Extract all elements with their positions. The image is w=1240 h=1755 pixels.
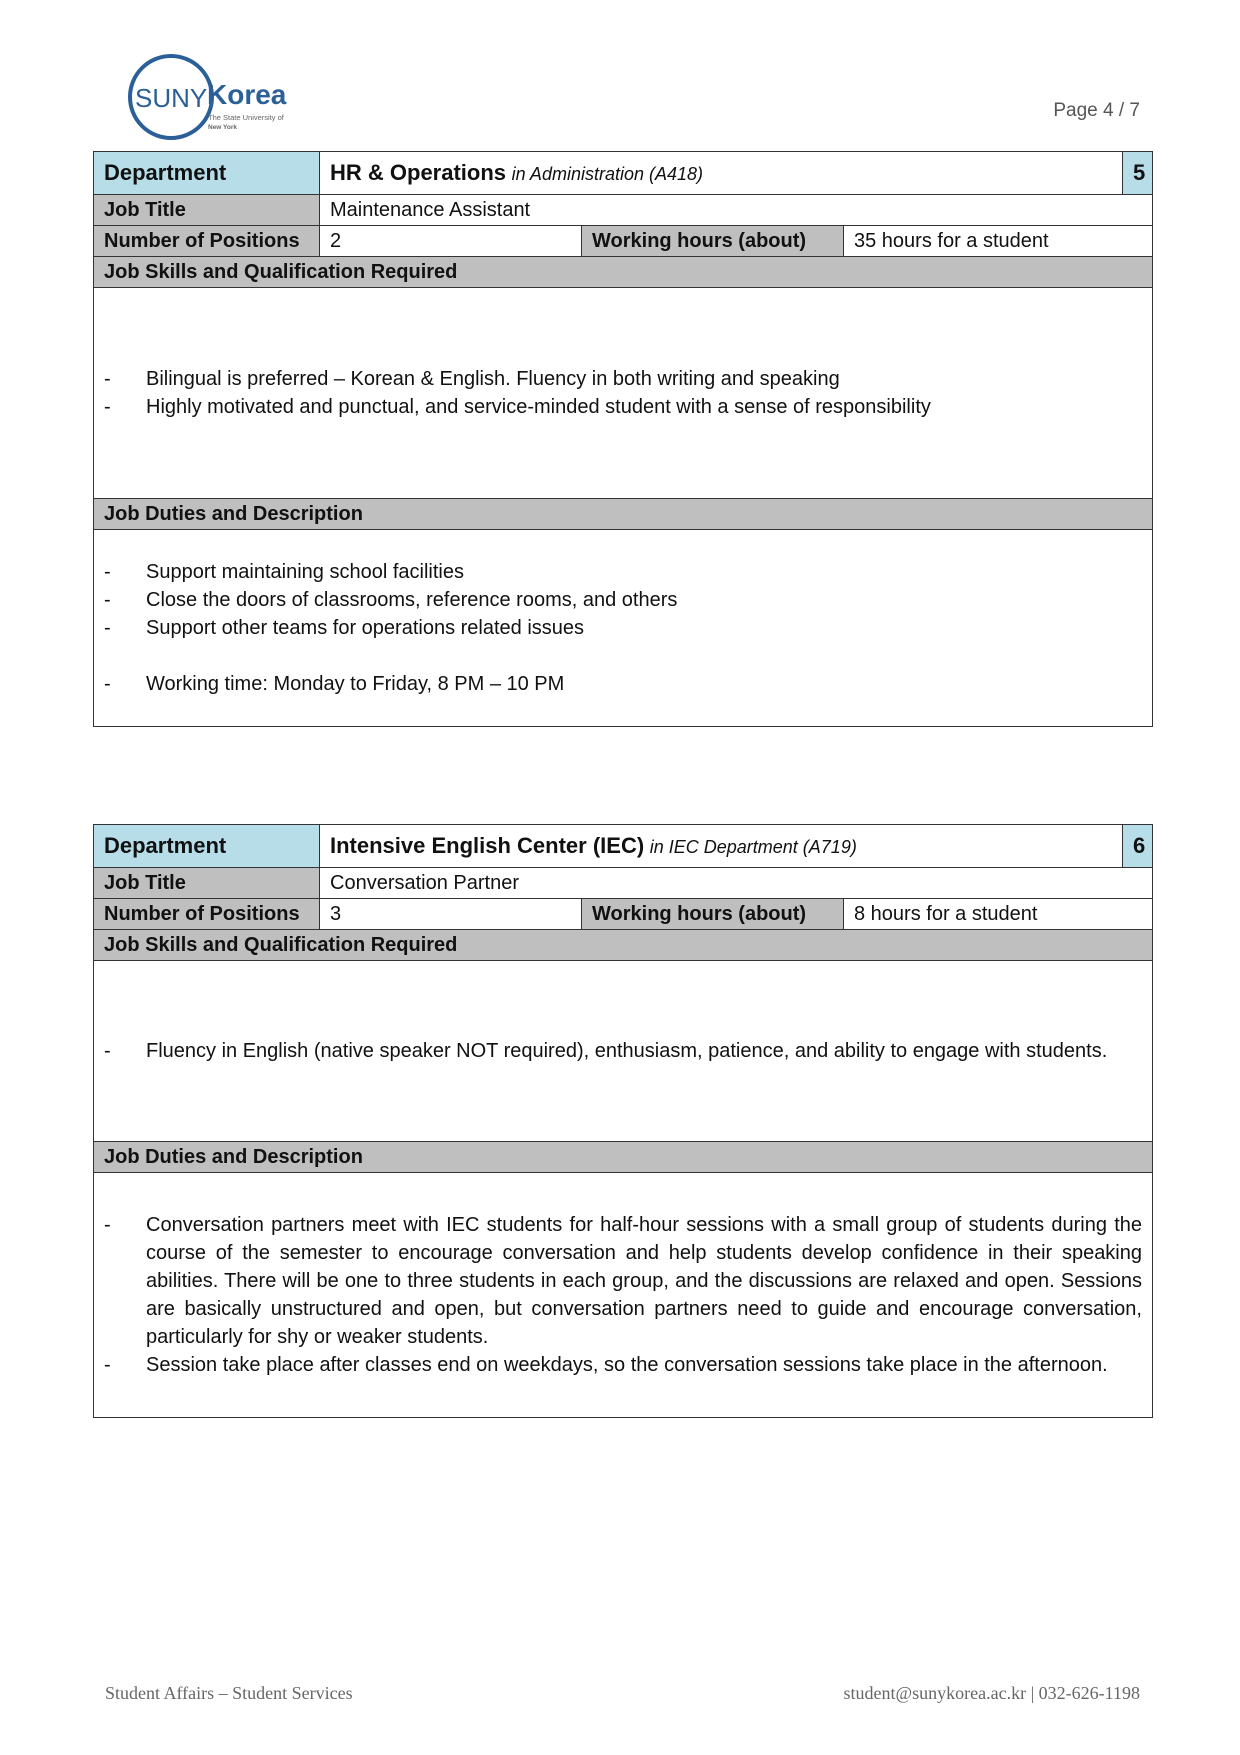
job-number: 6	[1123, 825, 1153, 868]
skills-item: - Highly motivated and punctual, and service-minded student with a sense of responsibility	[104, 393, 1142, 421]
duties-list	[104, 1211, 1142, 1379]
duties-content-row	[94, 1173, 1153, 1418]
job-table-5	[93, 151, 1153, 727]
department-sub: in Administration (A418)	[511, 163, 704, 184]
department-sub: in IEC Department (A719)	[649, 836, 857, 857]
positions-value: 2	[320, 226, 582, 257]
duties-item: - Conversation partners meet with IEC students for half-hour sessions with a small group of students during the course of the semester to encourage conversation and help students develop confidence in their speaking abilities. There will be one to three students in each group, and the discussions are relaxed and open. Sessions are basically unstructured and open, but conversation partners need to guide and encourage conversation, particularly for shy or weaker students.	[104, 1211, 1142, 1351]
skills-list	[104, 1037, 1142, 1065]
department-row	[94, 825, 1153, 868]
department-name: Intensive English Center (IEC)	[330, 832, 645, 858]
skills-content-row	[94, 961, 1153, 1142]
department-label: Department	[94, 825, 320, 868]
job-title-value: Conversation Partner	[320, 868, 1153, 899]
duties-item: - Session take place after classes end on weekdays, so the conversation sessions take place in the afternoon.	[104, 1351, 1142, 1379]
suny-korea-logo	[125, 52, 305, 142]
skills-header: Job Skills and Qualification Required	[94, 930, 1153, 961]
positions-label: Number of Positions	[94, 226, 320, 257]
job-title-label: Job Title	[94, 195, 320, 226]
job-table-6	[93, 824, 1153, 1418]
duties-header: Job Duties and Description	[94, 499, 1153, 530]
logo-sub2-text: New York	[208, 124, 238, 131]
skills-list	[104, 365, 1142, 421]
skills-header-row	[94, 257, 1153, 288]
skills-content	[94, 288, 1153, 499]
duties-header-row	[94, 499, 1153, 530]
positions-row	[94, 899, 1153, 930]
duties-header-row	[94, 1142, 1153, 1173]
skills-content-row	[94, 288, 1153, 499]
skills-item: - Bilingual is preferred – Korean & English. Fluency in both writing and speaking	[104, 365, 1142, 393]
page-number: Page 4 / 7	[1053, 100, 1140, 121]
job-title-row	[94, 195, 1153, 226]
footer-contact: student@sunykorea.ac.kr | 032-626-1198	[843, 1683, 1140, 1703]
duties-content	[94, 530, 1153, 727]
skills-content	[94, 961, 1153, 1142]
department-row	[94, 152, 1153, 195]
job-title-label: Job Title	[94, 868, 320, 899]
duties-item: - Support maintaining school facilities	[104, 558, 1142, 586]
duties-item: - Working time: Monday to Friday, 8 PM – 10 PM	[104, 670, 1142, 698]
positions-row	[94, 226, 1153, 257]
working-hours-value: 8 hours for a student	[844, 899, 1153, 930]
logo-suny-text: SUNY	[135, 83, 208, 113]
working-hours-label: Working hours (about)	[582, 226, 844, 257]
working-hours-value: 35 hours for a student	[844, 226, 1153, 257]
duties-item: - Support other teams for operations related issues	[104, 614, 1142, 642]
duties-content	[94, 1173, 1153, 1418]
working-hours-label: Working hours (about)	[582, 899, 844, 930]
duties-header: Job Duties and Description	[94, 1142, 1153, 1173]
footer-department: Student Affairs – Student Services	[105, 1683, 353, 1703]
duties-item: - Close the doors of classrooms, reference rooms, and others	[104, 586, 1142, 614]
job-title-value: Maintenance Assistant	[320, 195, 1153, 226]
department-label: Department	[94, 152, 320, 195]
skills-header: Job Skills and Qualification Required	[94, 257, 1153, 288]
logo-sub1-text: The State University of	[208, 113, 284, 122]
department-name: HR & Operations	[330, 159, 507, 185]
job-title-row	[94, 868, 1153, 899]
positions-value: 3	[320, 899, 582, 930]
skills-item: - Fluency in English (native speaker NOT required), enthusiasm, patience, and ability to engage with students.	[104, 1037, 1142, 1065]
skills-header-row	[94, 930, 1153, 961]
duties-content-row	[94, 530, 1153, 727]
duties-list	[104, 558, 1142, 698]
department-value	[320, 152, 1123, 195]
job-number: 5	[1123, 152, 1153, 195]
logo-korea-text: Korea	[207, 79, 287, 110]
positions-label: Number of Positions	[94, 899, 320, 930]
department-value	[320, 825, 1123, 868]
